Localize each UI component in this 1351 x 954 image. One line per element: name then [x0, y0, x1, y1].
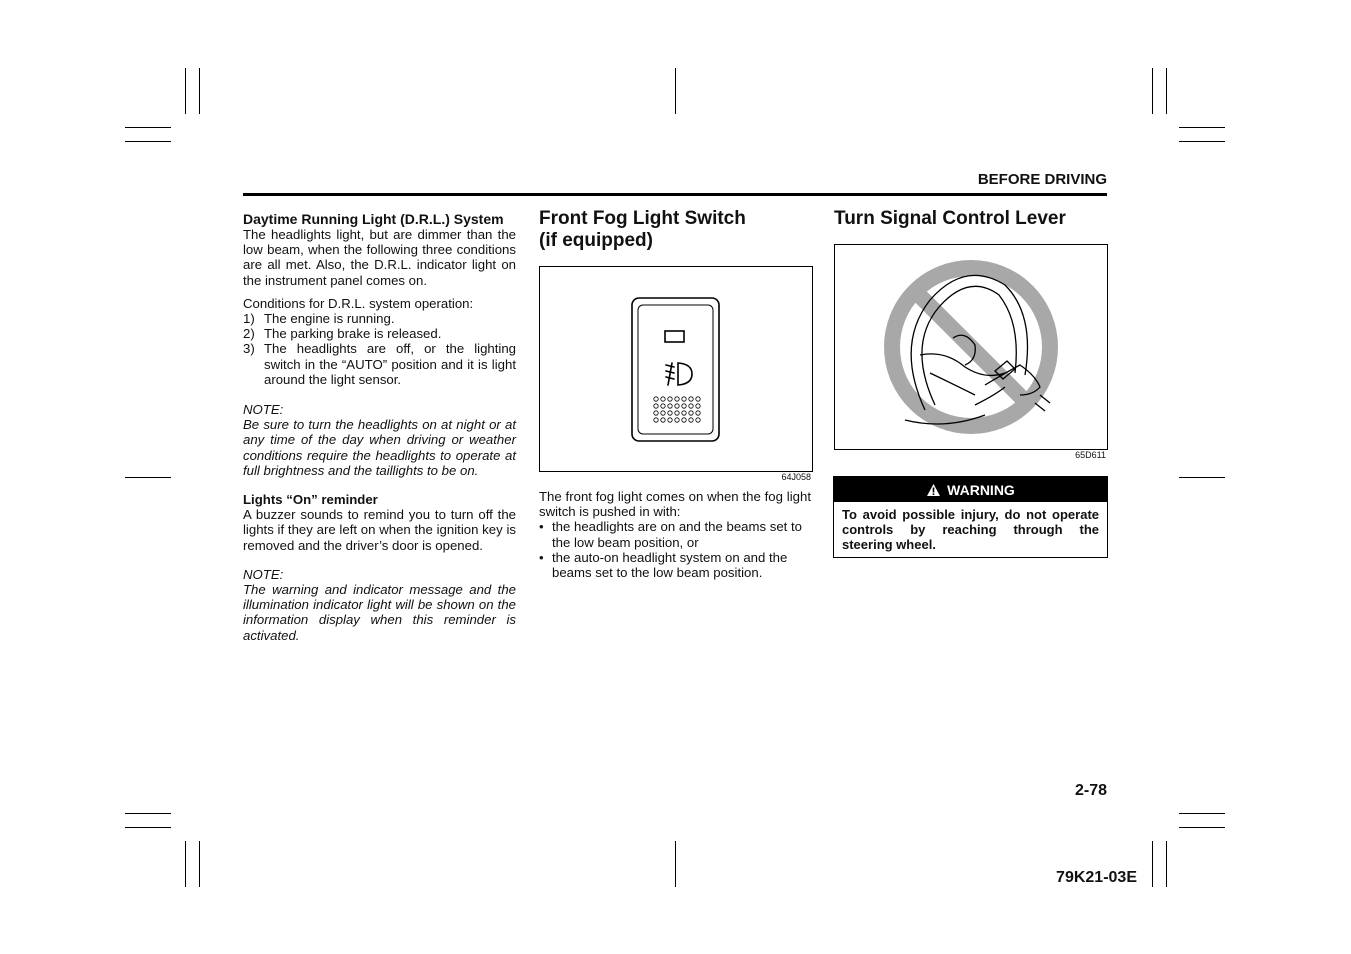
figure-code: 64J058: [781, 472, 811, 482]
fog-light-title-line1: Front Fog Light Switch: [539, 208, 746, 229]
drl-paragraph: The headlights light, but are dimmer than the low beam, when the following three conditions are all met. Also, the D.R.L. indicator light on the instrument panel comes on.: [243, 227, 516, 288]
note-label: NOTE:: [243, 566, 284, 582]
page-number: 2-78: [1074, 782, 1107, 799]
drl-heading: Daytime Running Light (D.R.L.) System: [243, 211, 504, 227]
note-text: The warning and indicator message and the illumination indicator light will be shown on the information display when this reminder is activated.: [243, 582, 516, 643]
reminder-heading: Lights “On” reminder: [243, 492, 378, 508]
list-item: [539, 519, 811, 549]
note-label: NOTE:: [243, 402, 284, 418]
steering-wheel-prohibited-illustration: [835, 245, 1107, 449]
list-item-text: The engine is running.: [264, 311, 395, 327]
prohibition-icon: [892, 268, 1050, 426]
list-item-number: 1): [243, 311, 255, 327]
turn-signal-title: Turn Signal Control Lever: [834, 208, 1066, 229]
document-code: 79K21-03E: [1056, 869, 1137, 886]
list-item: [243, 326, 516, 341]
list-item-number: 2): [243, 326, 255, 342]
fog-light-switch-icon: [540, 267, 812, 471]
reminder-paragraph: A buzzer sounds to remind you to turn off the lights if they are left on when the ignition key is removed and the driver’s door is opened.: [243, 507, 516, 553]
note-text: Be sure to turn the headlights on at night or at any time of the day when driving or weather conditions require the headlights to operate at full brightness and the taillights to be on.: [243, 417, 516, 478]
warning-label: WARNING: [947, 481, 1015, 498]
header-rule: [243, 193, 1107, 196]
fog-light-title-line2: (if equipped): [539, 230, 653, 251]
list-item-number: 3): [243, 341, 255, 357]
fog-light-title: [539, 208, 746, 252]
list-item: [243, 341, 516, 387]
steering-wheel-figure: [834, 244, 1108, 450]
conditions-intro: Conditions for D.R.L. system operation:: [243, 295, 474, 311]
bullet-icon: •: [539, 549, 544, 565]
list-item: [539, 550, 811, 580]
fog-switch-figure: [539, 266, 813, 472]
fog-light-text: [539, 489, 811, 580]
bullet-icon: •: [539, 519, 544, 535]
list-item-text: The parking brake is released.: [264, 326, 442, 342]
fog-light-paragraph: The front fog light comes on when the fog light switch is pushed in with:: [539, 489, 811, 520]
figure-code: 65D611: [1075, 450, 1106, 460]
warning-text: To avoid possible injury, do not operate controls by reaching through the steering wheel.: [842, 507, 1099, 552]
list-item: [243, 311, 516, 326]
section-title: BEFORE DRIVING: [977, 171, 1107, 188]
warning-triangle-icon: [926, 483, 941, 497]
warning-header: [834, 477, 1107, 502]
list-item-text: the auto-on headlight system on and the beams set to the low beam position.: [552, 549, 788, 581]
warning-box: [833, 476, 1108, 558]
left-column: [243, 211, 516, 643]
conditions-list: [243, 311, 516, 387]
list-item-text: the headlights are on and the beams set to the low beam position, or: [552, 519, 803, 550]
list-item-text: The headlights are off, or the lighting switch in the “AUTO” position and it is light around the light sensor.: [264, 341, 516, 387]
